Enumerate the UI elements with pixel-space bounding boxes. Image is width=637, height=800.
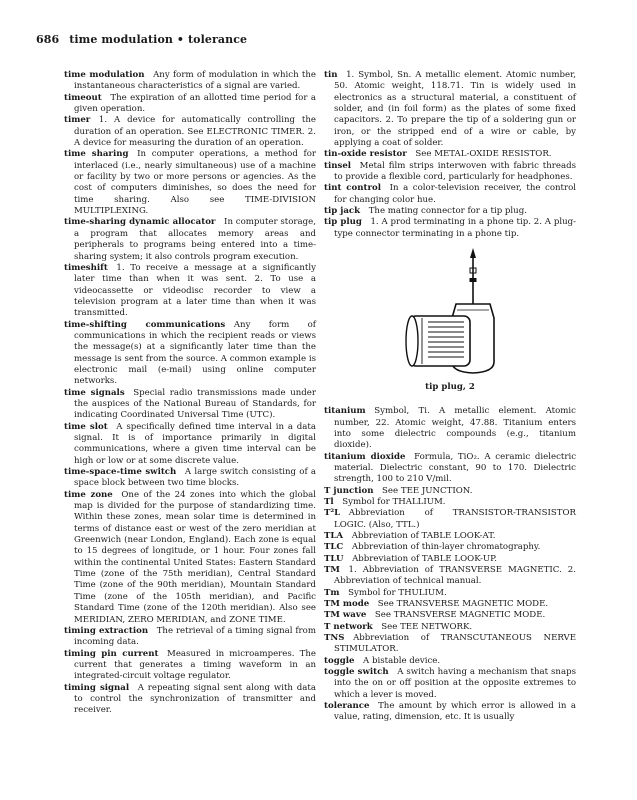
dictionary-entry xyxy=(64,388,316,422)
entry-term: TLU xyxy=(324,553,344,564)
dictionary-entry xyxy=(324,565,576,588)
left-column xyxy=(64,70,316,717)
figure-caption: tip plug, 2 xyxy=(425,382,475,393)
entry-term: tip jack xyxy=(324,206,361,217)
dictionary-entry xyxy=(64,467,316,490)
dictionary-entry xyxy=(324,486,576,497)
dictionary-entry xyxy=(64,217,316,262)
entry-definition: Any form of communications in which the recipient reads or views the message(s) at a significantly later time than the message is sent from the source. A common example is electronic mail (e-mail) using online computer networks. xyxy=(74,319,316,387)
right-column xyxy=(324,70,576,724)
entry-definition: Any form of modulation in which the instantaneous characteristics of a signal are varied. xyxy=(74,70,316,92)
dictionary-entry xyxy=(324,656,576,667)
entry-definition: A large switch consisting of a space block between two time blocks. xyxy=(74,467,316,489)
entry-definition: The amount by which error is allowed in a value, rating, dimension, etc. It is usually xyxy=(334,701,576,723)
tip-plug-figure xyxy=(324,244,576,404)
dictionary-entry xyxy=(64,70,316,93)
dictionary-entry xyxy=(64,93,316,116)
entry-term: timeshift xyxy=(64,262,108,273)
dictionary-entry xyxy=(324,149,576,160)
tip-plug-illustration xyxy=(324,244,576,379)
entry-term: titanium dioxide xyxy=(324,451,406,462)
dictionary-entry xyxy=(324,206,576,217)
entry-definition: See TRANSVERSE MAGNETIC MODE. xyxy=(374,610,546,621)
entry-definition: Symbol for THALLIUM. xyxy=(342,496,446,507)
dictionary-entry xyxy=(324,452,576,486)
dictionary-entry xyxy=(64,649,316,683)
entry-term: timer xyxy=(64,115,91,126)
dictionary-entry xyxy=(324,633,576,656)
entry-definition: In computer operations, a method for interlaced (i.e., nearly simultaneous) use of a machine or facility by two or more persons or agencies. As the cost of computers diminishes, so does the need for time sharing. Also see TIME-DIVISION MULTIPLEXING. xyxy=(74,149,317,217)
entry-term: timeout xyxy=(64,92,102,103)
entry-term: timing extraction xyxy=(64,625,149,636)
dictionary-entry xyxy=(324,554,576,565)
entry-term: toggle xyxy=(324,655,355,666)
dictionary-entry xyxy=(324,667,576,701)
entry-term: timing pin current xyxy=(64,648,159,659)
entry-definition: A repeating signal sent along with data to control the synchronization of transmitter and receiver. xyxy=(74,682,316,716)
entry-definition: A bistable device. xyxy=(363,655,441,666)
entry-term: time-sharing dynamic allocator xyxy=(64,217,216,228)
dictionary-entry xyxy=(324,183,576,206)
entry-term: titanium xyxy=(324,406,366,417)
dictionary-entry xyxy=(64,115,316,149)
entry-definition: See TEE JUNCTION. xyxy=(382,485,473,496)
entry-definition: A specifically defined time interval in a data signal. It is of importance primarily in digital communications, where a given time interval can be high or low or at some discrete value. xyxy=(74,421,316,466)
entry-definition: Symbol for THULIUM. xyxy=(348,587,447,598)
entry-term: tint control xyxy=(324,183,381,194)
dictionary-entry xyxy=(64,263,316,320)
entry-definition: 1. To receive a message at a significantly later time than when it was sent. 2. To use a videocassette or videodisc recorder to view a television program at a later time than when it was transmitted. xyxy=(74,262,316,319)
right-column-bottom-entries xyxy=(324,406,576,724)
dictionary-entry xyxy=(64,320,316,388)
entry-definition: Symbol, Ti. A metallic element. Atomic number, 22. Atomic weight, 47.88. Titanium enters into some dielectric compounds (e.g., titanium dioxide). xyxy=(334,406,576,451)
entry-term: time modulation xyxy=(64,70,145,80)
entry-term: time slot xyxy=(64,421,108,432)
dictionary-entry xyxy=(324,161,576,184)
entry-term: Tm xyxy=(324,587,340,598)
entry-term: TLC xyxy=(324,542,344,553)
dictionary-entry xyxy=(324,701,576,724)
dictionary-entry xyxy=(64,683,316,717)
entry-definition: In a color-television receiver, the control for changing color hue. xyxy=(334,183,577,205)
dictionary-entry xyxy=(324,622,576,633)
entry-term: time zone xyxy=(64,489,113,500)
entry-definition: 1. A device for automatically controlling the duration of an operation. See ELECTRONIC TIMER. 2. A device for measuring the duration of an operation. xyxy=(74,115,316,149)
entry-definition: A switch having a mechanism that snaps into the on or off position at the opposite extremes to which a lever is moved. xyxy=(334,667,576,700)
dictionary-entry xyxy=(324,70,576,149)
dictionary-entry xyxy=(324,406,576,451)
entry-term: toggle switch xyxy=(324,667,389,678)
dictionary-entry xyxy=(324,217,576,240)
entry-term: tin xyxy=(324,70,338,80)
entry-definition: Abbreviation of TRANSISTOR-TRANSISTOR LOGIC. (Also, TTL.) xyxy=(334,508,576,530)
entry-definition: Abbreviation of TRANSCUTANEOUS NERVE STIMULATOR. xyxy=(334,633,576,655)
page-number: 686 xyxy=(36,33,60,46)
entry-definition: 1. A prod terminating in a phone tip. 2. A plug-type connector terminating in a phone tip. xyxy=(334,217,577,239)
dictionary-entry xyxy=(64,149,316,217)
running-title: time modulation • tolerance xyxy=(69,33,248,46)
entry-term: time-shifting communications xyxy=(64,319,226,330)
right-column-top-entries xyxy=(324,70,576,240)
dictionary-entry xyxy=(324,531,576,542)
entry-definition: 1. Symbol, Sn. A metallic element. Atomic number, 50. Atomic weight, 118.71. Tin is widely used in electronics as a structural material, a constituent of solder, and (in foil form) as the plates of some fixed capacitors. 2. To prepare the tip of a soldering gun or iron, or the stripped end of a wire or cable, by applying a coat of solder. xyxy=(334,70,576,149)
entry-term: T²L xyxy=(324,508,341,519)
entry-definition: Formula, TiO₂. A ceramic dielectric material. Dielectric constant, 90 to 170. Dielectric strength, 100 to 210 V/mil. xyxy=(334,451,577,485)
dictionary-entry xyxy=(324,610,576,621)
entry-term: Tl xyxy=(324,496,334,507)
entry-term: TNS xyxy=(324,633,345,644)
dictionary-entry xyxy=(324,599,576,610)
dictionary-entry xyxy=(324,588,576,599)
entry-term: timing signal xyxy=(64,682,130,693)
entry-definition: The mating connector for a tip plug. xyxy=(368,206,527,217)
entry-definition: Special radio transmissions made under the auspices of the National Bureau of Standards, for indicating Coordinated Universal Time (UTC). xyxy=(74,387,316,421)
entry-term: time signals xyxy=(64,387,125,398)
entry-definition: 1. Abbreviation of TRANSVERSE MAGNETIC. 2. Abbreviation of technical manual. xyxy=(334,564,576,587)
entry-definition: See METAL-OXIDE RESISTOR. xyxy=(415,149,552,160)
entry-definition: Metal film strips interwoven with fabric threads to provide a flexible cord, particularly for headphones. xyxy=(334,160,576,183)
entry-definition: In computer storage, a program that allocates memory areas and peripherals to programs being entered into a time-sharing system; it also controls program execution. xyxy=(74,217,316,262)
entry-term: time sharing xyxy=(64,149,129,160)
entry-definition: Abbreviation of TABLE LOOK-UP. xyxy=(352,553,497,564)
dictionary-entry xyxy=(324,542,576,553)
entry-term: TM wave xyxy=(324,610,367,621)
entry-definition: See TEE NETWORK. xyxy=(381,621,473,632)
entry-definition: Measured in microamperes. The current that generates a timing waveform in an integrated-circuit voltage regulator. xyxy=(74,648,317,682)
entry-term: tinsel xyxy=(324,160,352,171)
entry-definition: The retrieval of a timing signal from incoming data. xyxy=(74,625,316,648)
dictionary-entry xyxy=(324,497,576,508)
entry-definition: See TRANSVERSE MAGNETIC MODE. xyxy=(377,599,549,609)
entry-definition: One of the 24 zones into which the global map is divided for the purpose of standardizing time. Within these zones, mean solar time is determined in terms of distance east or west of the zero meridian at Greenwich (near London, England). Each zone is equal to 15 degrees of longitude, or 1 hour. Four zones fall within the continental United States: Eastern Standard Time (zone of the 75th meridian), Central Standard Time (zone of the 90th meridian), Mountain Standard Time (zone of the 105th meridian), and Pacific Standard Time (zone of the 120th meridian). Also see MERIDIAN, ZERO MERIDIAN, and ZONE TIME. xyxy=(74,489,316,625)
page-header xyxy=(36,33,247,46)
entry-definition: Abbreviation of thin-layer chromatography. xyxy=(351,542,541,553)
entry-term: time-space-time switch xyxy=(64,467,177,478)
entry-definition: Abbreviation of TABLE LOOK-AT. xyxy=(351,530,496,541)
dictionary-entry xyxy=(324,508,576,531)
entry-term: tolerance xyxy=(324,701,370,712)
entry-definition: The expiration of an allotted time period for a given operation. xyxy=(74,92,316,115)
entry-term: T junction xyxy=(324,485,374,496)
dictionary-entry xyxy=(64,422,316,467)
entry-term: TM xyxy=(324,564,340,575)
dictionary-entry xyxy=(64,626,316,649)
entry-term: T network xyxy=(324,621,373,632)
entry-term: TLA xyxy=(324,530,344,541)
dictionary-entry xyxy=(64,490,316,626)
entry-term: tin-oxide resistor xyxy=(324,149,407,160)
entry-term: tip plug xyxy=(324,217,362,228)
entry-term: TM mode xyxy=(324,599,370,609)
